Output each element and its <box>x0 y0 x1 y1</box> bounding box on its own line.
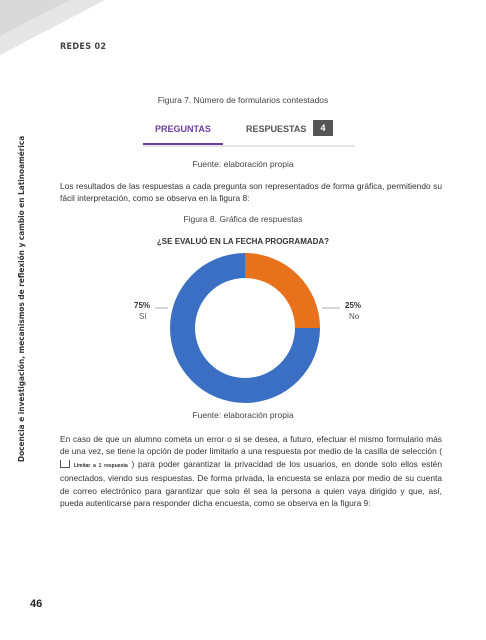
tab-preguntas[interactable]: PREGUNTAS <box>155 124 211 134</box>
checkbox-icon <box>60 460 70 468</box>
paragraph-2 <box>60 433 442 509</box>
inline-limit-label: Limitar a 1 respuesta <box>73 462 128 469</box>
sidebar-vertical-title: Docencia e investigación, mecanismos de reflexión y cambio en Latinoamérica <box>16 135 26 462</box>
slice-label-percent-no: 25% <box>345 301 362 310</box>
running-header: REDES 02 <box>60 42 107 52</box>
chart-title: ¿SE EVALUÓ EN LA FECHA PROGRAMADA? <box>156 237 330 246</box>
paragraph-1: Los resultados de las respuestas a cada pregunta son representados de forma gráfica, permitiendo su fácil interpretación, como se observa en la figura 8: <box>60 181 442 204</box>
responses-count-badge: 4 <box>313 120 333 136</box>
figure8-source: Fuente: elaboración propia <box>192 410 294 420</box>
paragraph-2-part1: En caso de que un alumno cometa un error o si se desea, a futuro, efectuar el mismo formulario más de una vez, se tiene la opción de poder limitarlo a una respuesta por medio de la casilla de selección ( <box>60 434 442 457</box>
paragraph-2-part2: ) para poder garantizar la privacidad de los usuarios, en donde solo ellos estén conectados, viendo sus respuestas. De forma privada, la encuesta se enlaza por medio de su cuenta de correo electrónico para garantizar que solo él sea la persona a quien vaya dirigido y que, así, pueda autenticarse para responder dicha encuesta, como se observa en la figura 9: <box>60 458 442 509</box>
slice-label-si: Sí <box>139 312 147 321</box>
figure7-caption: Figura 7. Número de formularios contestados <box>157 95 329 105</box>
donut-slice-no <box>245 253 320 328</box>
tab-respuestas[interactable]: RESPUESTAS <box>246 124 307 134</box>
figure8-caption: Figura 8. Gráfica de respuestas <box>183 214 303 224</box>
slice-label-no: No <box>349 312 360 321</box>
page-number: 46 <box>30 598 43 610</box>
slice-label-percent-si: 75% <box>134 301 151 310</box>
figure7-source: Fuente: elaboración propia <box>192 159 294 169</box>
